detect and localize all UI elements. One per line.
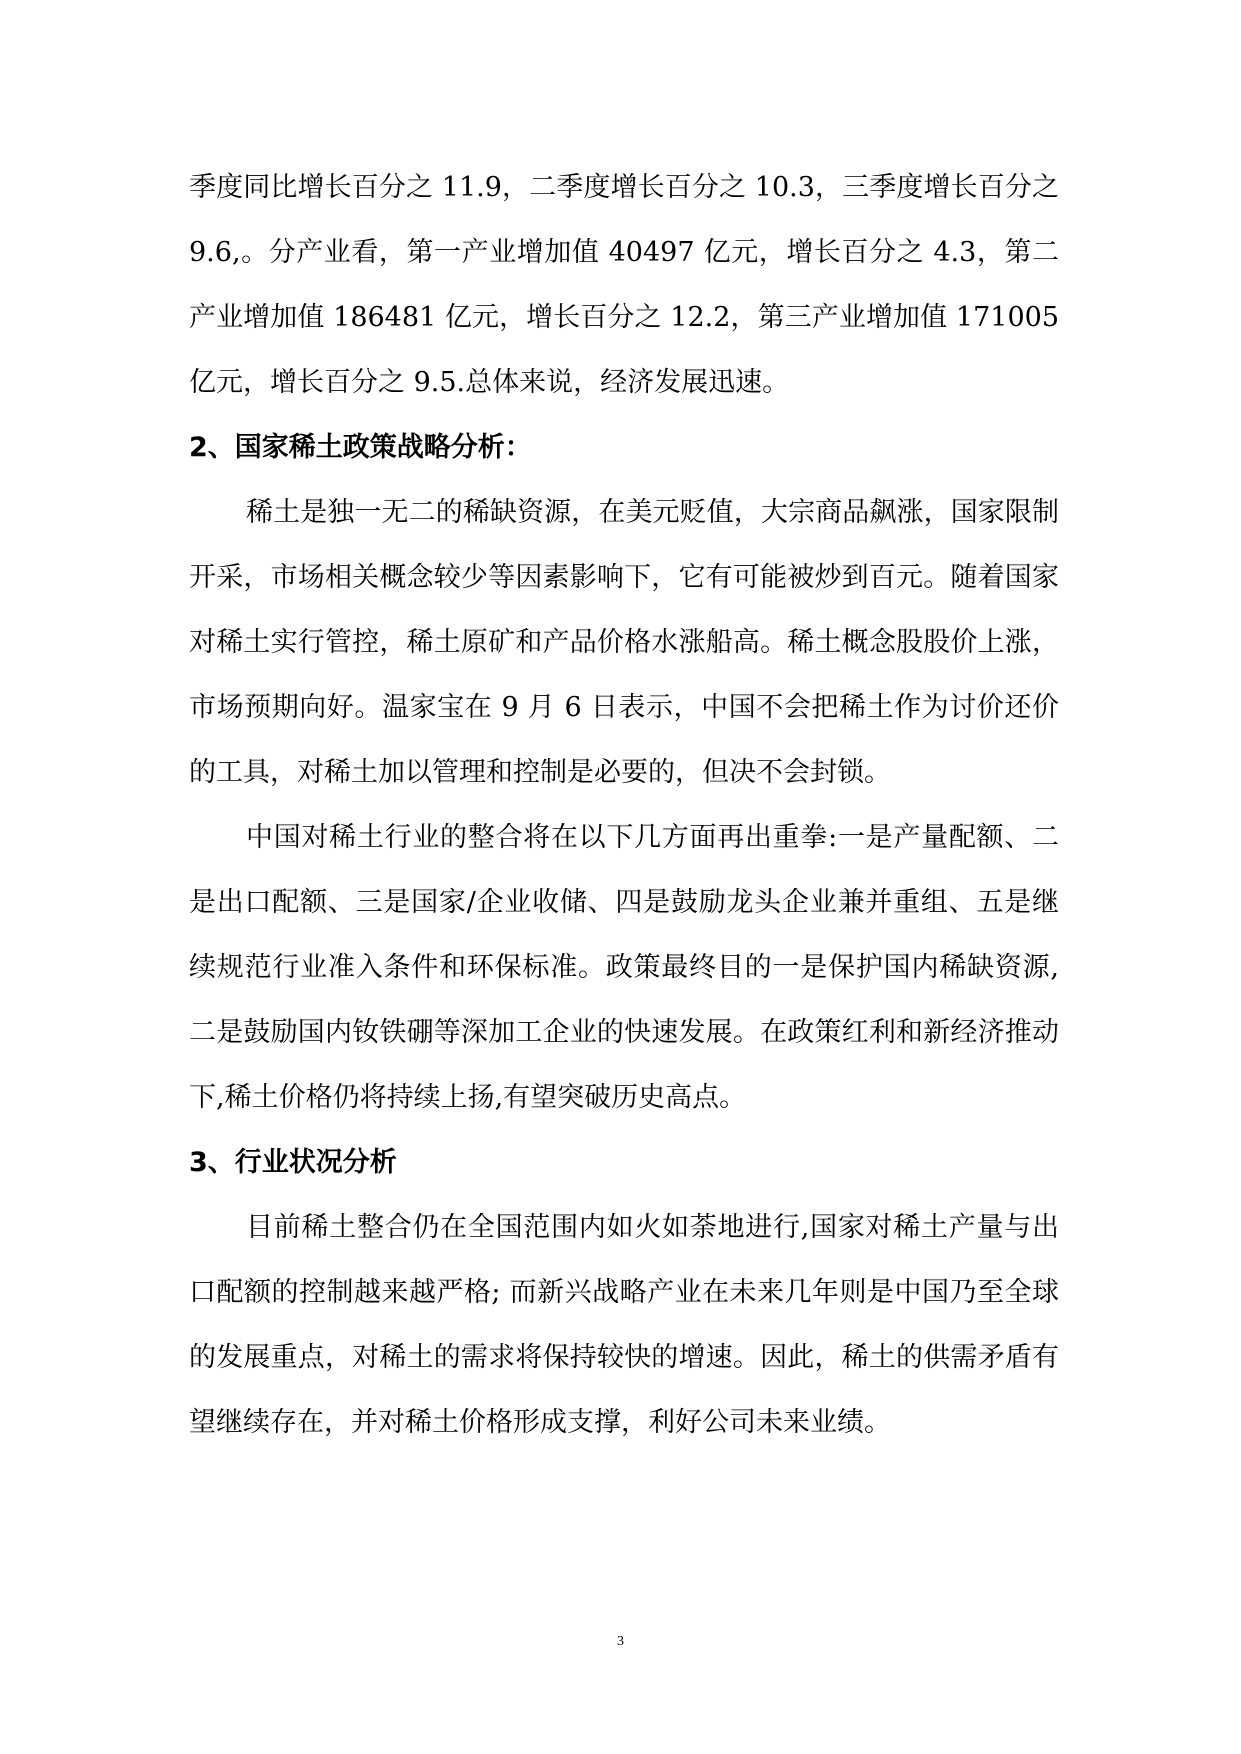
document-body xyxy=(189,155,1059,1455)
section-heading-rare-earth-policy: 2、国家稀土政策战略分析： xyxy=(189,432,532,463)
paragraph-industry-consolidation: 中国对稀土行业的整合将在以下几方面再出重拳:一是产量配额、二是出口配额、三是国家/企业收储、四是鼓励龙头企业兼并重组、五是继续规范行业准入条件和环保标准。政策最终目的一是保护国内稀缺资源,二是鼓励国内钕铁硼等深加工企业的快速发展。在政策红利和新经济推动下,稀土价格仍将持续上扬,有望突破历史高点。 xyxy=(189,822,1059,1113)
paragraph-industry-status: 目前稀土整合仍在全国范围内如火如荼地进行,国家对稀土产量与出口配额的控制越来越严格; 而新兴战略产业在未来几年则是中国乃至全球的发展重点，对稀土的需求将保持较快的增速。因此，稀土的供需矛盾有望继续存在，并对稀土价格形成支撑，利好公司未来业绩。 xyxy=(189,1212,1059,1438)
page-number: 3 xyxy=(617,1634,624,1649)
paragraph-economy-growth: 季度同比增长百分之 11.9，二季度增长百分之 10.3，三季度增长百分之 9.6,。分产业看，第一产业增加值 40497 亿元，增长百分之 4.3，第二产业增加值 186481 亿元，增长百分之 12.2，第三产业增加值 171005 亿元，增长百分之 9.5.总体来说，经济发展迅速。 xyxy=(189,172,1059,398)
section-heading-industry-status: 3、行业状况分析 xyxy=(189,1147,397,1178)
paragraph-rare-earth-resource: 稀土是独一无二的稀缺资源，在美元贬值，大宗商品飙涨，国家限制开采，市场相关概念较少等因素影响下，它有可能被炒到百元。随着国家对稀土实行管控，稀土原矿和产品价格水涨船高。稀土概念股股价上涨，市场预期向好。温家宝在 9 月 6 日表示，中国不会把稀土作为讨价还价的工具，对稀土加以管理和控制是必要的，但决不会封锁。 xyxy=(189,497,1059,788)
